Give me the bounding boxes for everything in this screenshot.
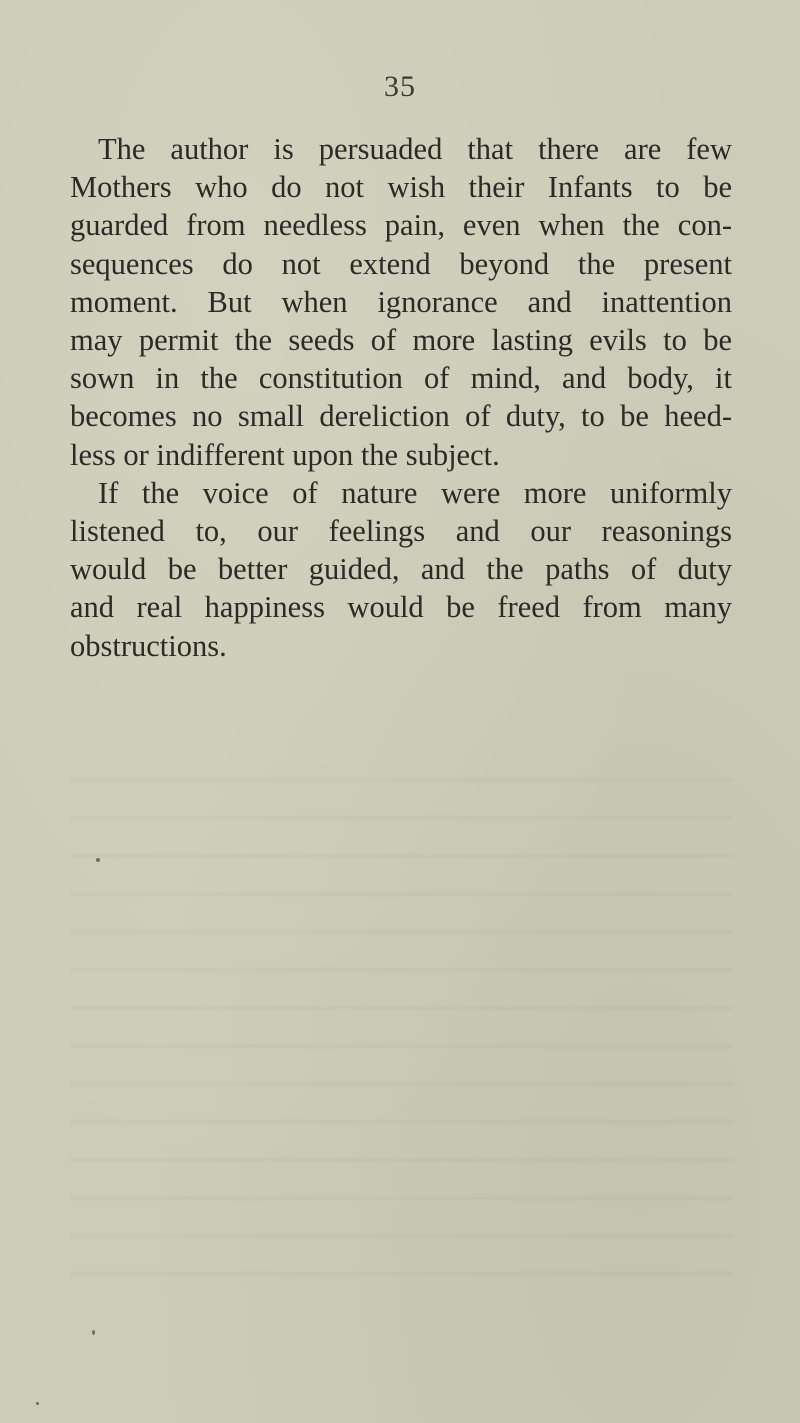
paragraph-1: [70, 130, 732, 474]
text-line: becomes no small dereliction of duty, to be heed-: [70, 399, 732, 434]
bleed-through-texture: [70, 760, 732, 1300]
text-line: The author is persuaded that there are few: [98, 132, 732, 166]
text-line: would be better guided, and the paths of duty: [70, 552, 732, 587]
text-line: sequences do not extend beyond the present: [70, 246, 732, 281]
text-line: moment. But when ignorance and inattention: [70, 284, 732, 319]
text-line: obstructions.: [70, 628, 227, 663]
text-line: may permit the seeds of more lasting evils to be: [70, 323, 732, 358]
text-line: sown in the constitution of mind, and body, it: [70, 361, 732, 396]
paper-speck: [92, 1330, 95, 1335]
text-line: listened to, our feelings and our reasonings: [70, 514, 732, 549]
paper-speck: [96, 858, 100, 862]
text-line: If the voice of nature were more uniformly: [98, 475, 732, 510]
text-line: and real happiness would be freed from many: [70, 590, 732, 625]
paragraph-2: [70, 474, 732, 665]
text-line: guarded from needless pain, even when the con-: [70, 208, 732, 243]
paper-speck: [36, 1402, 39, 1405]
text-line: Mothers who do not wish their Infants to be: [70, 170, 732, 205]
body-text: [70, 130, 732, 665]
page-number: 35: [384, 70, 416, 103]
text-line: less or indifferent upon the subject.: [70, 437, 500, 472]
